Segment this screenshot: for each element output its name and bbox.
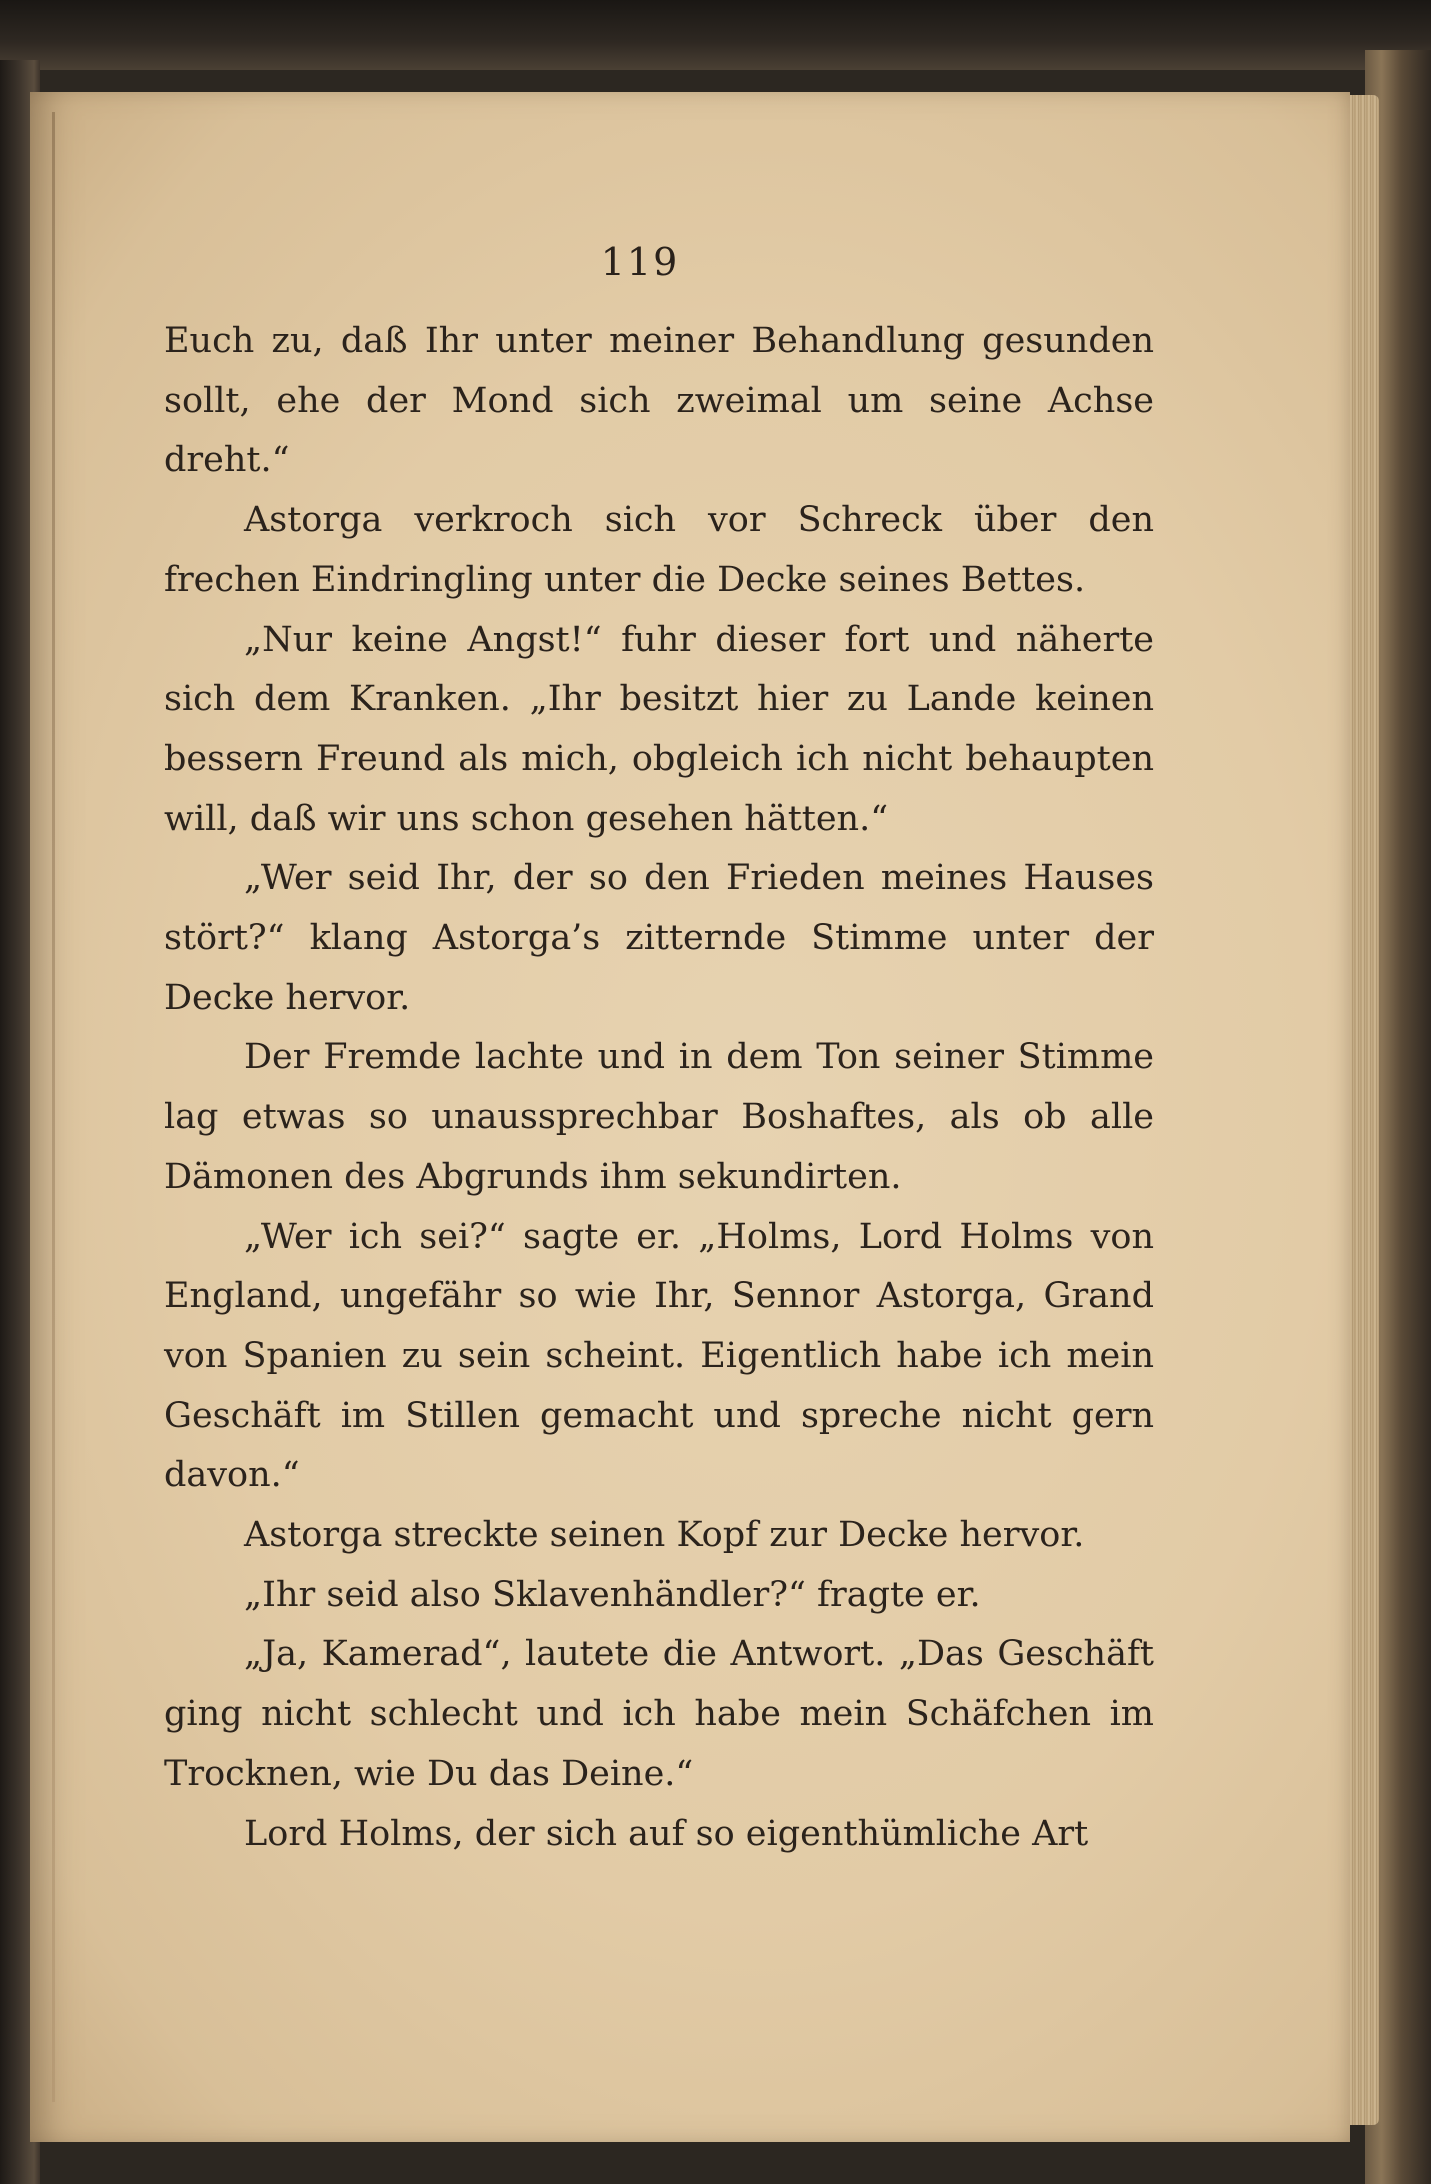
- paragraph: „Wer seid Ihr, der so den Frieden meines Hauses stört?“ klang Astorga’s zitternde Stimme unter der Decke hervor.: [164, 858, 1154, 1018]
- page-text: [164, 312, 1154, 1864]
- paragraph: Astorga streckte seinen Kopf zur Decke hervor.: [244, 1515, 1085, 1556]
- paragraph: Astorga verkroch sich vor Schreck über den frechen Eindringling unter die Decke seines Bettes.: [164, 500, 1154, 600]
- paragraph: Euch zu, daß Ihr unter meiner Behandlung gesunden sollt, ehe der Mond sich zweimal um seine Achse dreht.“: [164, 321, 1154, 481]
- paragraph: „Ja, Kamerad“, lautete die Antwort. „Das Geschäft ging nicht schlecht und ich habe mein Schäfchen im Trocknen, wie Du das Deine.“: [164, 1634, 1154, 1794]
- paragraph: „Nur keine Angst!“ fuhr dieser fort und näherte sich dem Kranken. „Ihr besitzt hier zu Lande keinen bessern Freund als mich, obgleich ich nicht behaupten will, daß wir uns schon gesehen hätten.“: [164, 619, 1154, 839]
- page-number: 119: [600, 240, 680, 284]
- book-page: [30, 92, 1350, 2142]
- paragraph: Der Fremde lachte und in dem Ton seiner Stimme lag etwas so unaussprechbar Boshaftes, als ob alle Dämonen des Abgrunds ihm sekundirten.: [164, 1037, 1154, 1197]
- paragraph: „Ihr seid also Sklavenhändler?“ fragte er.: [244, 1574, 981, 1615]
- paragraph: „Wer ich sei?“ sagte er. „Holms, Lord Holms von England, ungefähr so wie Ihr, Sennor Astorga, Grand von Spanien zu sein scheint. Eigentlich habe ich mein Geschäft im Stillen gemacht und spreche nicht gern davon.“: [164, 1216, 1154, 1496]
- paragraph: Lord Holms, der sich auf so eigenthümliche Art: [244, 1813, 1089, 1854]
- page-gutter: [52, 112, 55, 2102]
- book-cover-top: [0, 0, 1431, 70]
